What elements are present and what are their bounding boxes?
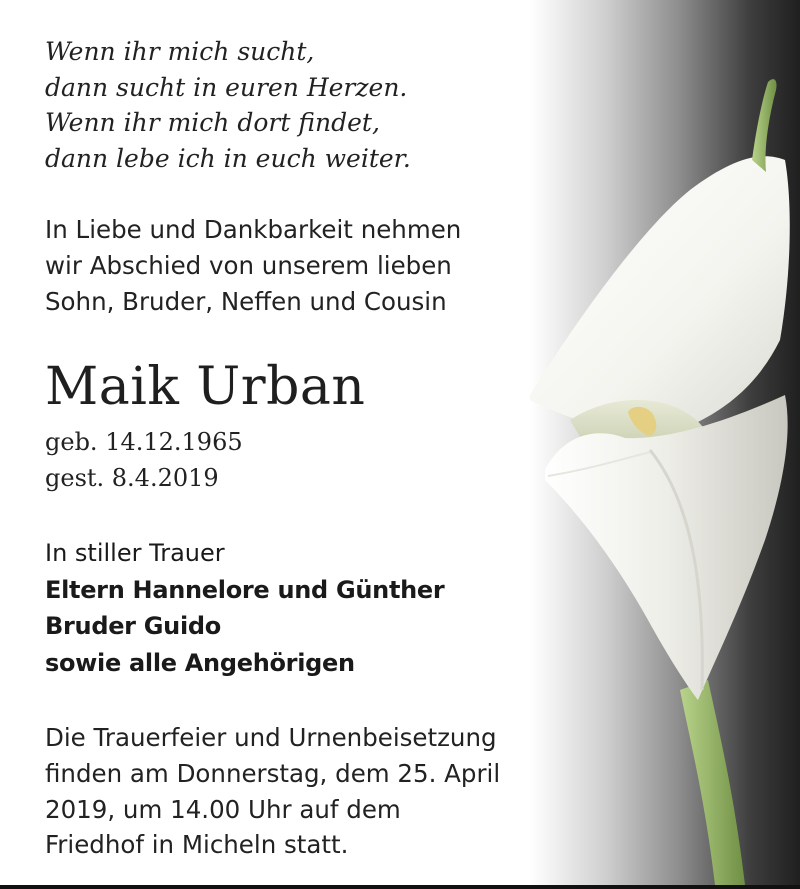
calla-lily-image bbox=[530, 0, 800, 885]
mourner-name: Eltern Hannelore und Günther bbox=[45, 575, 445, 604]
bottom-border bbox=[0, 885, 800, 889]
service-info bbox=[45, 720, 500, 863]
poem-line: dann lebe ich in euch weiter. bbox=[45, 143, 411, 173]
life-dates bbox=[45, 424, 243, 496]
intro-line: Sohn, Bruder, Neffen und Cousin bbox=[45, 287, 447, 316]
intro-text bbox=[45, 212, 461, 320]
service-line: Friedhof in Micheln statt. bbox=[45, 830, 349, 860]
calla-lily-icon bbox=[530, 0, 800, 885]
intro-line: wir Abschied von unserem lieben bbox=[45, 251, 452, 280]
poem-line: Wenn ihr mich sucht, bbox=[45, 37, 315, 66]
poem-line: Wenn ihr mich dort findet, bbox=[45, 108, 380, 137]
deceased-name: Maik Urban bbox=[45, 357, 366, 417]
poem-line: dann sucht in euren Herzen. bbox=[45, 72, 408, 102]
mourner-name: Bruder Guido bbox=[45, 612, 221, 640]
service-line: finden am Donnerstag, dem 25. April bbox=[45, 758, 501, 788]
mourner-name: sowie alle Angehörigen bbox=[45, 648, 355, 677]
intro-line: In Liebe und Dankbarkeit nehmen bbox=[45, 215, 462, 244]
text-column bbox=[45, 34, 565, 860]
service-line: Die Trauerfeier und Urnenbeisetzung bbox=[45, 723, 497, 752]
mourners-heading: In stiller Trauer bbox=[45, 539, 225, 567]
death-date: gest. 8.4.2019 bbox=[45, 464, 219, 492]
service-line: 2019, um 14.00 Uhr auf dem bbox=[45, 794, 401, 824]
poem bbox=[45, 34, 565, 176]
birth-date: geb. 14.12.1965 bbox=[45, 428, 243, 456]
mourners bbox=[45, 535, 444, 681]
